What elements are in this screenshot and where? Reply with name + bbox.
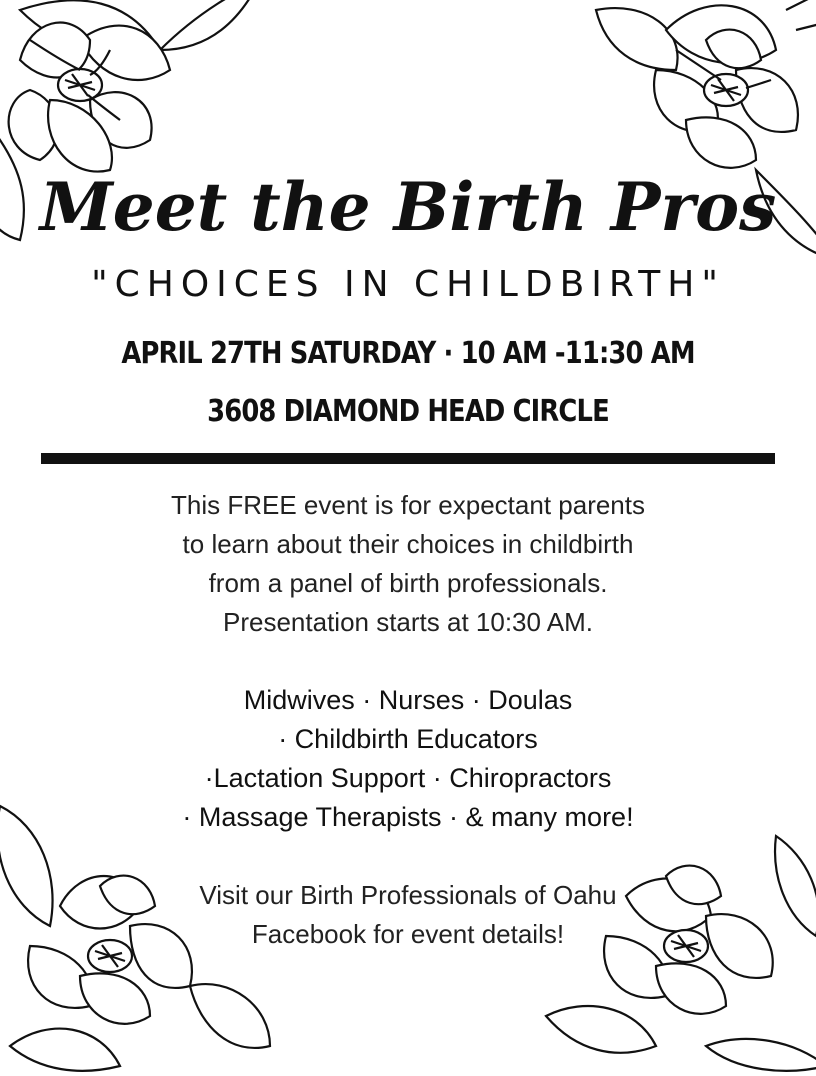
professionals-line: · Massage Therapists · & many more! [182, 802, 634, 832]
divider [41, 453, 775, 464]
professionals-line: Midwives · Nurses · Doulas [243, 685, 573, 715]
event-title: Meet the Birth Pros [39, 168, 777, 246]
description-line: to learn about their choices in childbirth [182, 529, 634, 559]
event-date-time: APRIL 27TH SATURDAY · 10 AM -11:30 AM [121, 336, 695, 371]
description-line: Presentation starts at 10:30 AM. [223, 607, 593, 637]
description-line: This FREE event is for expectant parents [171, 490, 645, 520]
visit-line: Facebook for event details! [251, 919, 565, 949]
professionals-line: · Childbirth Educators [278, 724, 538, 754]
visit-line: Visit our Birth Professionals of Oahu [199, 880, 617, 910]
professionals-list [0, 681, 816, 837]
visit-info [0, 876, 816, 954]
event-description [0, 486, 816, 642]
description-line: from a panel of birth professionals. [208, 568, 608, 598]
professionals-line: ·Lactation Support · Chiropractors [204, 763, 612, 793]
event-subtitle: "CHOICES IN CHILDBIRTH" [91, 264, 725, 305]
event-address: 3608 DIAMOND HEAD CIRCLE [207, 394, 609, 429]
